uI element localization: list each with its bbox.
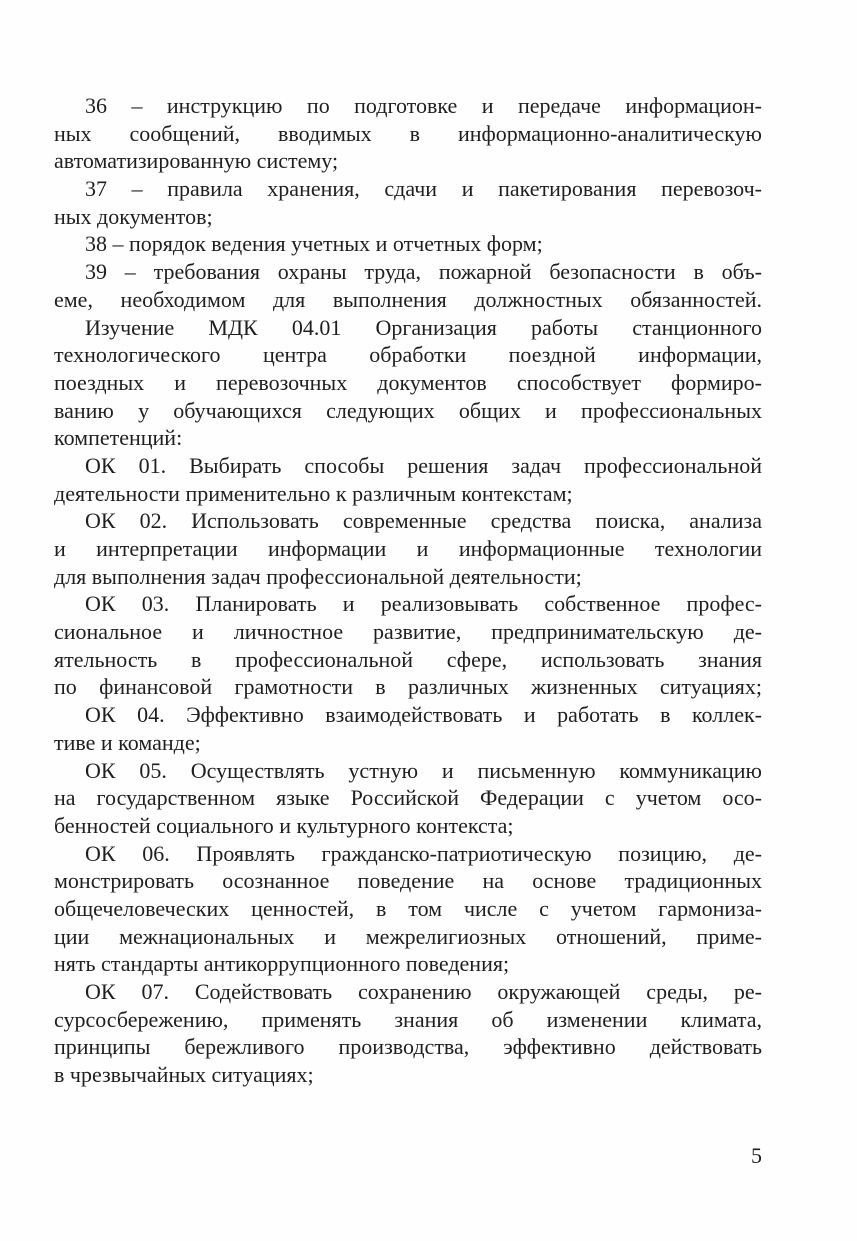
paragraph <box>54 230 762 258</box>
text-line: по финансовой грамотности в различных жизненных ситуациях; <box>54 674 762 700</box>
page-number: 5 <box>751 1143 762 1168</box>
paragraph <box>54 757 762 840</box>
text-line: 37 – правила хранения, сдачи и пакетирования перевозоч- <box>85 176 762 202</box>
paragraph <box>54 452 762 507</box>
text-line: монстрировать осознанное поведение на основе традиционных <box>54 868 762 894</box>
text-line: компетенций: <box>54 425 183 451</box>
text-line: ции межнациональных и межрелигиозных отношений, приме- <box>54 923 762 949</box>
text-line: автоматизированную систему; <box>54 148 339 174</box>
text-line: для выполнения задач профессиональной деятельности; <box>54 563 582 589</box>
text-line: Изучение МДК 04.01 Организация работы станционного <box>85 314 762 340</box>
text-line: в чрезвычайных ситуациях; <box>54 1062 314 1088</box>
paragraph <box>54 258 762 313</box>
text-line: ных документов; <box>54 203 213 229</box>
text-line: нять стандарты антикоррупционного поведения; <box>54 951 510 977</box>
text-line: 39 – требования охраны труда, пожарной безопасности в объ- <box>85 259 762 285</box>
text-line: деятельности применительно к различным контекстам; <box>54 480 573 506</box>
text-line: ОК 07. Содействовать сохранению окружающей среды, ре- <box>85 979 762 1004</box>
text-line: ОК 01. Выбирать способы решения задач профессиональной <box>85 452 762 478</box>
paragraph <box>54 175 762 230</box>
text-line: 36 – инструкцию по подготовке и передаче информацион- <box>85 93 762 118</box>
text-line: технологического центра обработки поездной информации, <box>54 342 762 368</box>
paragraph <box>54 840 762 978</box>
paragraph <box>54 92 762 175</box>
page-body-text <box>54 92 762 1089</box>
text-line: ОК 04. Эффективно взаимодействовать и работать в коллек- <box>85 702 762 728</box>
text-line: 38 – порядок ведения учетных и отчетных форм; <box>85 231 543 257</box>
paragraph <box>54 701 762 756</box>
text-line: тиве и команде; <box>54 729 201 755</box>
text-line: еме, необходимом для выполнения должностных обязанностей. <box>54 286 762 312</box>
text-line: ОК 03. Планировать и реализовывать собственное профес- <box>85 591 762 617</box>
text-line: ных сообщений, вводимых в информационно-аналитическую <box>54 120 762 146</box>
text-line: ОК 05. Осуществлять устную и письменную коммуникацию <box>85 757 762 783</box>
text-line: ванию у обучающихся следующих общих и профессиональных <box>54 397 762 423</box>
text-line: принципы бережливого производства, эффективно действовать <box>54 1034 762 1060</box>
text-line: ОК 06. Проявлять гражданско-патриотическую позицию, де- <box>85 840 762 866</box>
text-line: бенностей социального и культурного контекста; <box>54 812 514 838</box>
text-line: сиональное и личностное развитие, предпринимательскую де- <box>54 619 762 645</box>
paragraph <box>54 978 762 1089</box>
paragraph <box>54 590 762 701</box>
text-line: ОК 02. Использовать современные средства поиска, анализа <box>85 508 762 534</box>
text-line: и интерпретации информации и информационные технологии <box>54 536 762 561</box>
paragraph <box>54 314 762 452</box>
text-line: поездных и перевозочных документов способствует формиро- <box>54 369 762 395</box>
paragraph <box>54 507 762 590</box>
text-line: общечеловеческих ценностей, в том числе с учетом гармониза- <box>54 895 762 921</box>
text-line: на государственном языке Российской Федерации с учетом осо- <box>54 785 762 811</box>
text-line: ятельность в профессиональной сфере, использовать знания <box>54 646 762 672</box>
text-line: сурсосбережению, применять знания об изменении климата, <box>54 1006 762 1032</box>
